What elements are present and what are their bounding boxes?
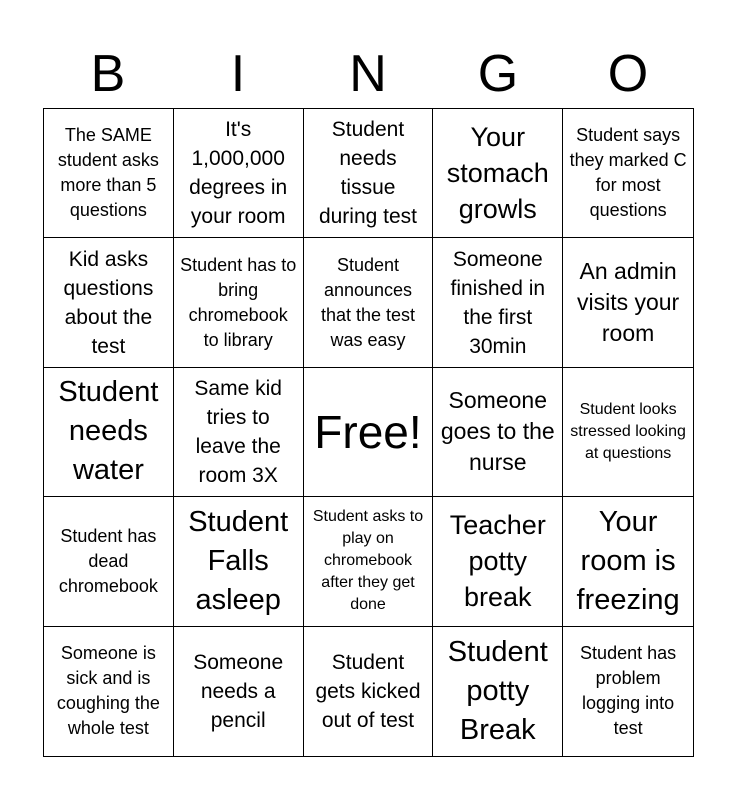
bingo-cell-r3c4[interactable] xyxy=(433,368,563,497)
bingo-cell-r2c4[interactable] xyxy=(433,238,563,367)
bingo-cell-free[interactable] xyxy=(304,368,434,497)
cell-text: Someone is sick and is coughing the whole test xyxy=(56,643,160,739)
cell-text: Teacher potty break xyxy=(449,510,546,613)
bingo-cell-r5c1[interactable] xyxy=(44,627,174,756)
cell-text: Same kid tries to leave the room 3X xyxy=(194,376,282,487)
cell-text: Student needs tissue during test xyxy=(318,118,418,229)
cell-text: Someone goes to the nurse xyxy=(440,387,555,476)
bingo-cell-r5c5[interactable] xyxy=(563,627,693,756)
cell-text: It's 1,000,000 degrees in your room xyxy=(189,118,288,229)
header-letter-b: B xyxy=(90,45,126,103)
cell-text: Your stomach growls xyxy=(446,122,549,225)
cell-text: Someone finished in the first 30min xyxy=(450,247,546,358)
bingo-board xyxy=(43,108,694,757)
cell-text: The SAME student asks more than 5 questions xyxy=(57,125,159,221)
cell-text: Your room is freezing xyxy=(576,505,680,616)
cell-text: Student has dead chromebook xyxy=(58,525,158,596)
bingo-cell-r5c2[interactable] xyxy=(174,627,304,756)
bingo-cell-r1c1[interactable] xyxy=(44,109,174,238)
bingo-cell-r1c2[interactable] xyxy=(174,109,304,238)
bingo-cell-r1c4[interactable] xyxy=(433,109,563,238)
header-letter-g: G xyxy=(477,45,519,103)
cell-text: An admin visits your room xyxy=(576,258,680,347)
bingo-cell-r4c5[interactable] xyxy=(563,497,693,626)
cell-text: Student announces that the test was easy xyxy=(320,254,416,350)
bingo-cell-r2c3[interactable] xyxy=(304,238,434,367)
bingo-cell-r2c1[interactable] xyxy=(44,238,174,367)
bingo-cell-r3c5[interactable] xyxy=(563,368,693,497)
cell-text: Kid asks questions about the test xyxy=(63,247,154,358)
cell-text: Student Falls asleep xyxy=(188,505,289,616)
bingo-cell-r4c1[interactable] xyxy=(44,497,174,626)
bingo-cell-r3c2[interactable] xyxy=(174,368,304,497)
bingo-cell-r4c4[interactable] xyxy=(433,497,563,626)
header-letter-o: O xyxy=(607,45,649,103)
bingo-cell-r1c3[interactable] xyxy=(304,109,434,238)
bingo-cell-r4c2[interactable] xyxy=(174,497,304,626)
bingo-cell-r3c1[interactable] xyxy=(44,368,174,497)
cell-text: Someone needs a pencil xyxy=(193,650,284,732)
bingo-cell-r5c3[interactable] xyxy=(304,627,434,756)
cell-text: Student has problem logging into test xyxy=(580,643,677,739)
bingo-cell-r2c2[interactable] xyxy=(174,238,304,367)
cell-text: Student says they marked C for most questions xyxy=(569,125,687,221)
free-space-text: Free! xyxy=(314,405,422,458)
bingo-cell-r5c4[interactable] xyxy=(433,627,563,756)
bingo-cell-r2c5[interactable] xyxy=(563,238,693,367)
bingo-header xyxy=(43,40,693,108)
cell-text: Student looks stressed looking at questions xyxy=(570,400,686,462)
header-letter-i: I xyxy=(230,45,246,103)
cell-text: Student asks to play on chromebook after they get done xyxy=(312,508,424,614)
cell-text: Student potty Break xyxy=(447,635,548,746)
bingo-cell-r4c3[interactable] xyxy=(304,497,434,626)
cell-text: Student needs water xyxy=(58,376,159,487)
bingo-cell-r1c5[interactable] xyxy=(563,109,693,238)
cell-text: Student has to bring chromebook to library xyxy=(180,254,297,350)
header-letter-n: N xyxy=(349,45,387,103)
cell-text: Student gets kicked out of test xyxy=(315,650,421,732)
